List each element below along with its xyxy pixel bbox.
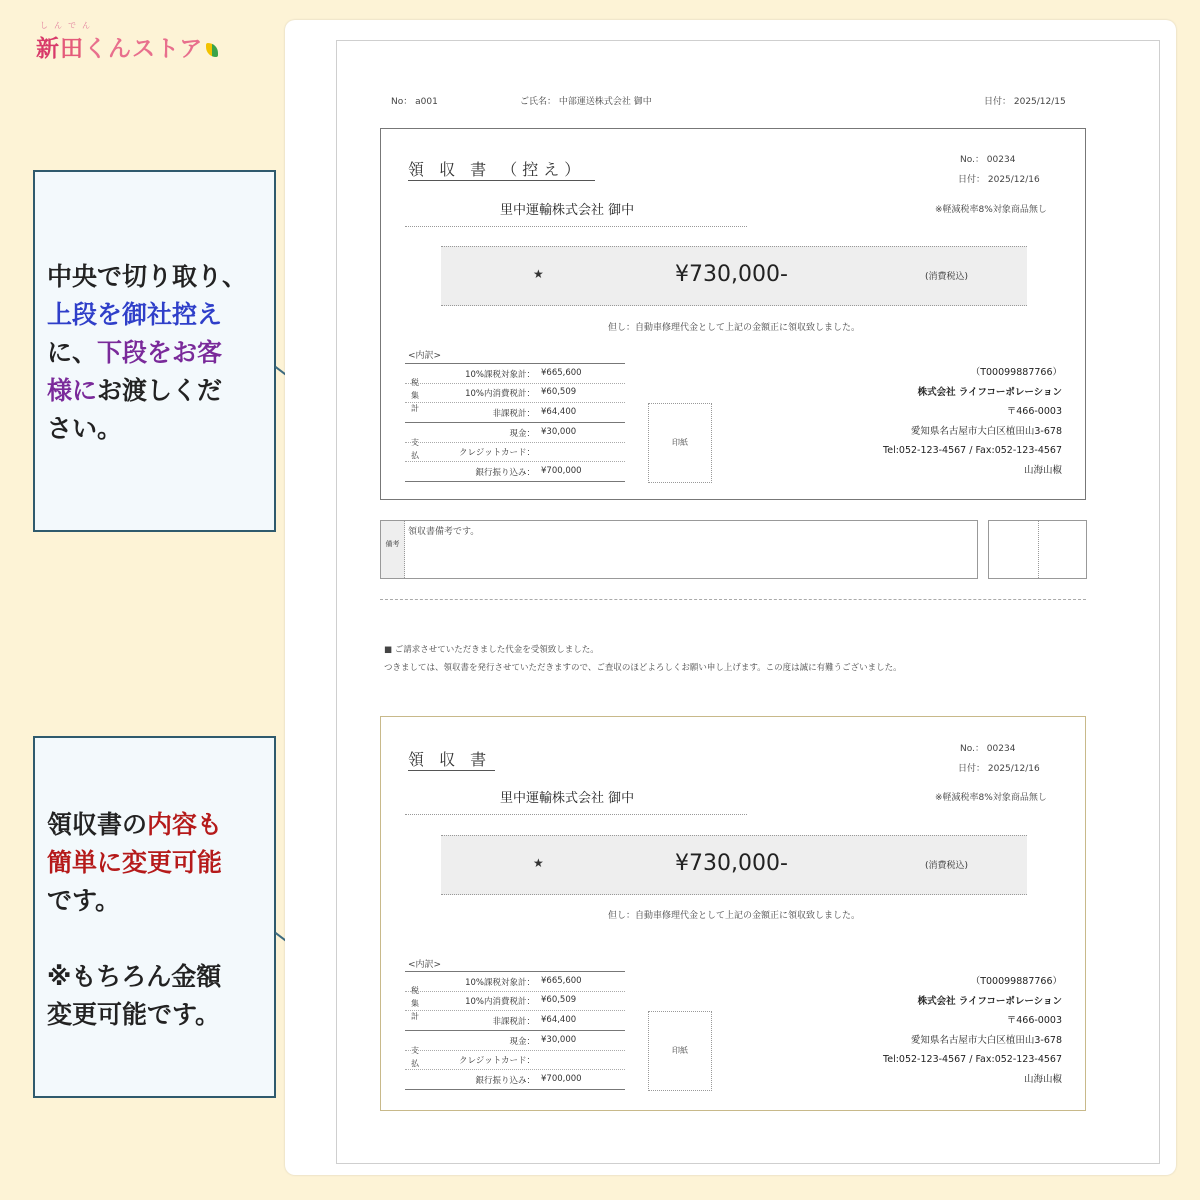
issuer-address: 愛知県名古屋市大白区植田山3-678 [910,425,1062,437]
table-row [405,364,625,384]
receipt-customer-tax-note: (消費税込) [925,861,969,871]
receipt-copy-addressee: 里中運輸株式会社 御中 [500,203,635,218]
receipt-customer-addressee: 里中運輸株式会社 御中 [500,791,635,806]
table-row [405,462,625,482]
approval-seal-box [988,520,1087,579]
callout-top-line-4a: 様に [47,376,98,405]
revenue-stamp-box: 印紙 [648,403,712,483]
callout-bottom-line-2: 簡単に変更可能 [47,848,223,877]
receipt-copy-date: 日付： 2025/12/16 [958,175,1040,185]
breakdown-label: クレジットカード： [458,1056,535,1066]
breakdown-label: 10%課税対象計： [465,370,535,380]
breakdown-pay-side-label: 支払 [411,1046,419,1068]
breakdown-value: ¥30,000 [541,427,577,437]
breakdown-value: ¥700,000 [541,1074,582,1084]
issuer-postal: 〒466-0003 [1006,406,1062,418]
breakdown-tax-side-label: 税集計 [411,378,419,413]
logo-ruby: しんでん [40,21,96,30]
receipt-customer-no: No.： 00234 [960,744,1016,754]
receipt-copy-reduced-tax-note: ※軽減税率8%対象商品無し [935,205,1047,215]
breakdown-value: ¥665,600 [541,368,582,378]
approval-seal-divider [1038,521,1039,578]
receipt-customer-breakdown-table [405,971,625,1090]
receipt-customer-proviso: 但し：自動車修理代金として上記の金額正に領収致しました。 [608,911,861,921]
table-row [405,423,625,443]
receipt-customer-breakdown-heading: <内訳> [408,960,442,970]
receipt-copy-title: 領 収 書 （控え） [408,157,595,181]
header-customer: ご氏名： 中部運送株式会社 御中 [520,97,652,107]
breakdown-value: ¥60,509 [541,387,577,397]
table-row [405,972,625,992]
breakdown-value: ¥665,600 [541,976,582,986]
breakdown-value: ¥64,400 [541,407,577,417]
breakdown-label: 現金： [509,1037,535,1047]
breakdown-value: ¥64,400 [541,1015,577,1025]
message-line-1: ■ ご請求させていただきました代金を受領致しました。 [384,645,599,655]
callout-top-line-3b: 下段をお客 [97,338,223,367]
receipt-customer-amount-box [441,835,1027,895]
receipt-customer-amount: ¥730,000- [675,851,788,876]
receipt-customer-addressee-underline [405,814,747,815]
receipt-copy-breakdown-heading: <内訳> [408,351,442,361]
remarks-side-label: 備考 [381,521,405,578]
issuer-tel: Tel:052-123-4567 / Fax:052-123-4567 [883,445,1062,457]
table-row [405,1070,625,1090]
breakdown-label: 銀行振り込み： [475,1076,535,1086]
receipt-copy-tax-note: (消費税込) [925,272,969,282]
remarks-text: 領収書備考です。 [408,527,480,537]
breakdown-label: 非課税計： [492,1017,535,1027]
issuer-address: 愛知県名古屋市大白区植田山3-678 [910,1034,1062,1046]
logo-text-2: 田 [60,36,84,62]
callout-top-line-5: さい。 [47,414,123,443]
receipt-copy-proviso: 但し：自動車修理代金として上記の金額正に領収致しました。 [608,323,861,333]
logo-text-3: くんストア [84,36,204,62]
breakdown-label: 10%内消費税計： [465,389,535,399]
receipt-copy-star: ★ [533,267,544,281]
breakdown-tax-side-label: 税集計 [411,986,419,1021]
receipt-copy-issuer [883,363,1062,481]
cut-line [380,599,1086,600]
issuer-company: 株式会社 ライフコーポレーション [917,995,1062,1007]
receipt-customer-issuer [883,972,1062,1090]
table-row [405,403,625,423]
breakdown-label: クレジットカード： [458,448,535,458]
issuer-postal: 〒466-0003 [1006,1015,1062,1027]
callout-bottom-line-5: 変更可能です。 [47,1000,221,1029]
header-no: No： a001 [391,97,438,107]
breakdown-label: 銀行振り込み： [475,468,535,478]
callout-editable-content [33,736,276,1098]
breakdown-label: 現金： [509,429,535,439]
issuer-tel: Tel:052-123-4567 / Fax:052-123-4567 [883,1054,1062,1066]
table-row [405,1050,625,1070]
callout-cut-instructions [33,170,276,532]
remarks-box[interactable] [380,520,978,579]
logo-text-1: 新 [36,36,60,62]
callout-top-line-4b: お渡しくだ [97,376,223,405]
issuer-reg-no: （T00099887766） [970,367,1062,378]
receipt-customer-date: 日付： 2025/12/16 [958,764,1040,774]
receipt-copy-amount-box [441,246,1027,306]
breakdown-label: 10%内消費税計： [465,997,535,1007]
callout-top-line-2: 上段を御社控え [47,300,223,329]
breakdown-value: ¥60,509 [541,995,577,1005]
breakdown-value: ¥700,000 [541,466,582,476]
receipt-copy-amount: ¥730,000- [675,262,788,287]
issuer-person: 山海山椒 [1023,1073,1062,1085]
callout-top-line-3a: に、 [47,338,98,367]
table-row [405,383,625,403]
issuer-person: 山海山椒 [1023,464,1062,476]
breakdown-pay-side-label: 支払 [411,438,419,460]
breakdown-label: 10%課税対象計： [465,978,535,988]
callout-bottom-line-3: です。 [47,886,121,915]
receipt-copy-breakdown-table [405,363,625,482]
revenue-stamp-box: 印紙 [648,1011,712,1091]
message-line-2: つきましては、領収書を発行させていただきますので、ご査収のほどよろしくお願い申し上げます。この度は誠に有難うございました。 [384,663,902,673]
issuer-company: 株式会社 ライフコーポレーション [917,386,1062,398]
callout-bottom-line-1a: 領収書の [47,810,148,839]
receipt-customer-star: ★ [533,856,544,870]
breakdown-value: ¥30,000 [541,1035,577,1045]
table-row [405,442,625,462]
breakdown-label: 非課税計： [492,409,535,419]
table-row [405,1031,625,1051]
header-date: 日付： 2025/12/15 [984,97,1066,107]
table-row [405,991,625,1011]
receipt-copy-addressee-underline [405,226,747,227]
callout-top-line-1: 中央で切り取り、 [47,262,248,291]
callout-bottom-line-4: ※もちろん金額 [47,962,222,991]
receipt-copy-no: No.： 00234 [960,155,1016,165]
callout-bottom-line-1b: 内容も [147,810,223,839]
issuer-reg-no: （T00099887766） [970,976,1062,987]
receipt-customer-reduced-tax-note: ※軽減税率8%対象商品無し [935,793,1047,803]
beginner-mark-icon [206,43,218,57]
receipt-customer-title: 領 収 書 [408,747,495,771]
store-logo [36,21,218,63]
table-row [405,1011,625,1031]
